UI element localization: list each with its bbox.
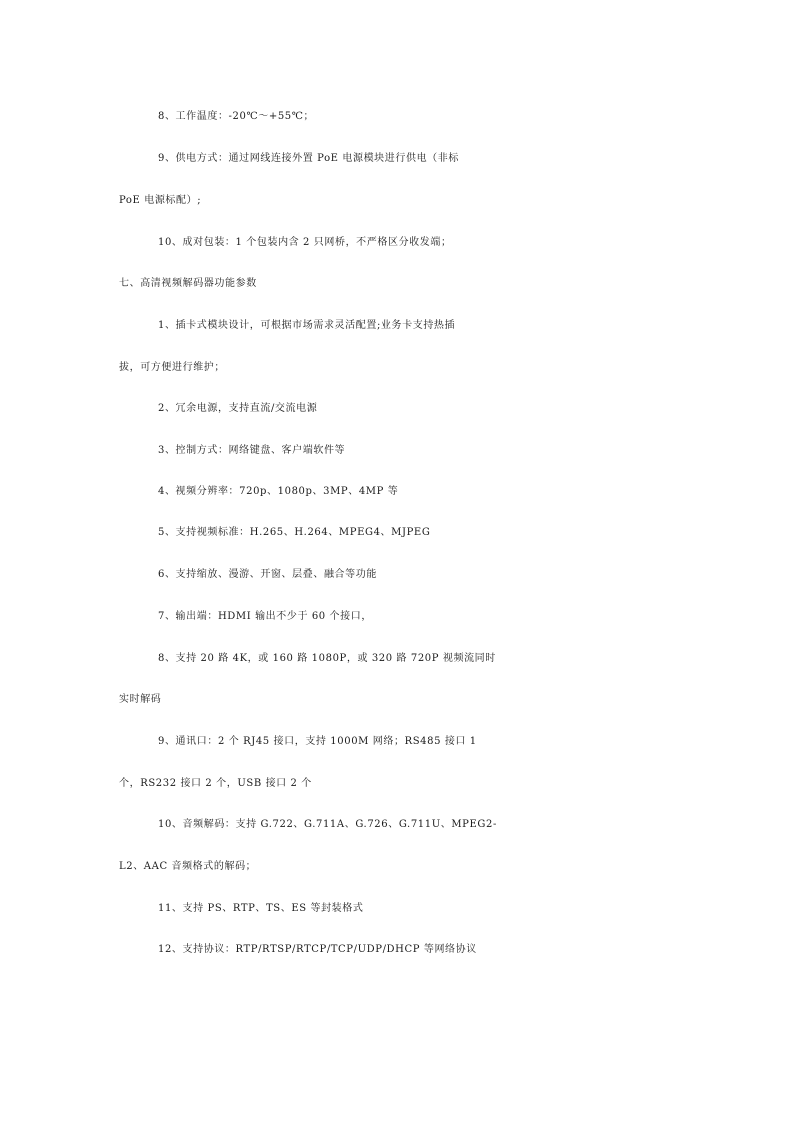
text-line: PoE 电源标配）;: [119, 195, 202, 206]
text-line: 12、支持协议：RTP/RTSP/RTCP/TCP/UDP/DHCP 等网络协议: [158, 944, 477, 955]
text-line: 拔，可方便进行维护；: [119, 362, 225, 373]
text-line: 6、支持缩放、漫游、开窗、层叠、融合等功能: [158, 569, 377, 580]
text-line: 9、供电方式：通过网线连接外置 PoE 电源模块进行供电（非标: [158, 153, 459, 164]
text-line: 2、冗余电源，支持直流/交流电源: [158, 403, 318, 414]
text-line: 1、插卡式模块设计，可根据市场需求灵活配置;业务卡支持热插: [158, 320, 456, 331]
text-line: 9、通讯口：2 个 RJ45 接口，支持 1000M 网络；RS485 接口 1: [158, 736, 477, 747]
section-heading: 七、高清视频解码器功能参数: [119, 278, 257, 289]
text-line: L2、AAC 音频格式的解码；: [119, 861, 257, 872]
text-line: 3、控制方式：网络键盘、客户端软件等: [158, 445, 346, 456]
text-line: 8、支持 20 路 4K，或 160 路 1080P，或 320 路 720P 视频流同时: [158, 653, 496, 664]
text-line: 5、支持视频标准：H.265、H.264、MPEG4、MJPEG: [158, 527, 431, 538]
text-line: 10、成对包装：1 个包装内含 2 只网桥，不严格区分收发端；: [158, 237, 452, 248]
text-line: 7、输出端：HDMI 输出不少于 60 个接口，: [158, 611, 372, 622]
text-line: 个，RS232 接口 2 个，USB 接口 2 个: [119, 778, 312, 789]
text-line: 4、视频分辨率：720p、1080p、3MP、4MP 等: [158, 486, 399, 497]
text-line: 10、音频解码：支持 G.722、G.711A、G.726、G.711U、MPEG2-: [158, 819, 497, 830]
text-line: 8、工作温度：-20℃～+55℃；: [158, 111, 315, 122]
text-line: 实时解码: [119, 694, 162, 705]
text-line: 11、支持 PS、RTP、TS、ES 等封装格式: [158, 903, 364, 914]
